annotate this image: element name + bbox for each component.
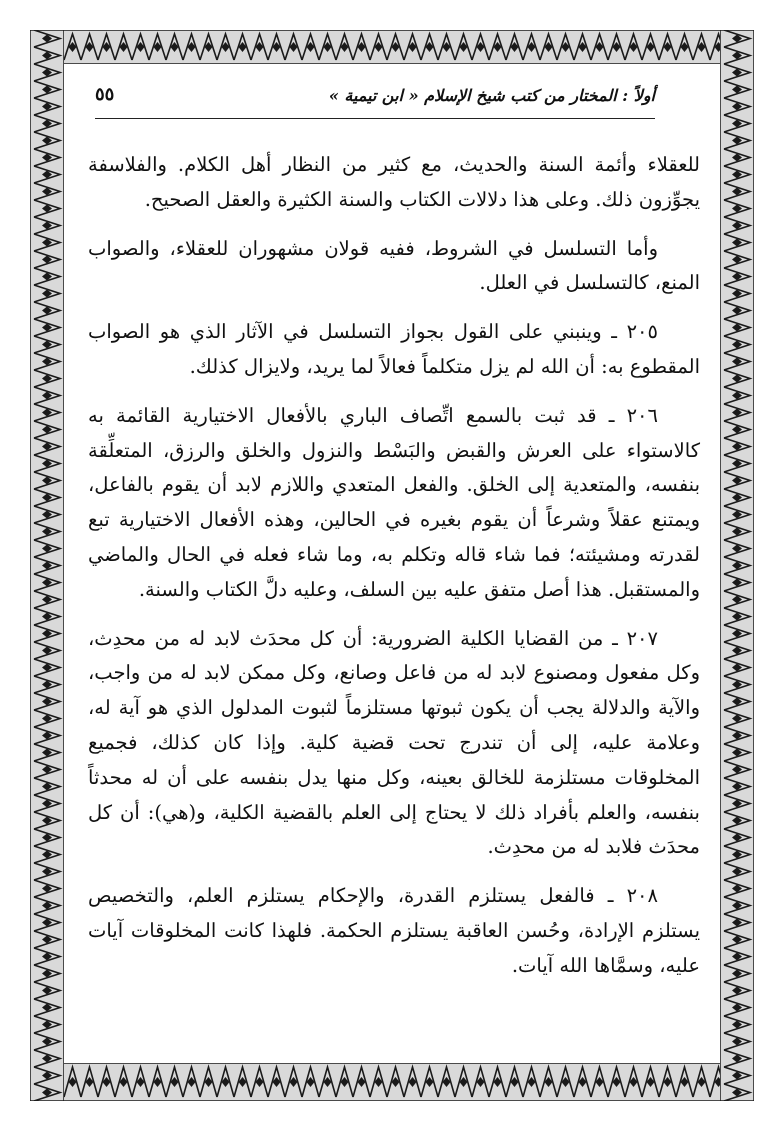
paragraph-206: ٢٠٦ ـ قد ثبت بالسمع اتِّصاف الباري بالأفعال الاختيارية القائمة به كالاستواء على العرش والقبض والبَسْط والنزول والخلق والرزق، المتعلِّقة بنفسه، والمتعدية إلى الخلق. والفعل المتعدي واللازم لابد أن يقوم بالفاعل، ويمتنع عقلاً وشرعاً أن يقوم بغيره في الحالين، وهذه الأفعال الاختيارية تبع لقدرته ومشيئته؛ فما شاء قاله وتكلم به، وما شاء فعله في الحال والماضي والمستقبل. هذا أصل متفق عليه بين السلف، وعليه دلَّ الكتاب والسنة.: [88, 403, 700, 601]
paragraph-207: ٢٠٧ ـ من القضايا الكلية الضرورية: أن كل محدَث لابد له من محدِث، وكل مفعول ومصنوع لابد له من فاعل وصانع، وكل ممكن لابد له من واجب، والآية والدلالة يجب أن يكون ثبوتها مستلزماً لثبوت المدلول الذي هو آية له، وعلامة عليه، إلى أن تندرج تحت قضية كلية. وإذا كان كذلك، فجميع المخلوقات مستلزمة للخالق بعينه، وكل منها يدل بنفسه على أن له محدثاً بنفسه، والعلم بأفراد ذلك لا يحتاج إلى العلم بالقضية الكلية، و(هي): أن كل محدَث فلابد له من محدِث.: [88, 626, 700, 859]
border-bottom-ornament: [30, 1063, 754, 1101]
paragraph-tasalsul-shurut: وأما التسلسل في الشروط، ففيه قولان مشهوران للعقلاء، والصواب المنع، كالتسلسل في العلل.: [88, 236, 700, 295]
border-right-ornament: [720, 30, 754, 1101]
border-right: [720, 30, 754, 1101]
border-top: [30, 30, 754, 64]
page-header: [95, 84, 655, 114]
running-title: أولاً : المختار من كتب شيخ الإسلام « ابن تيمية »: [328, 86, 655, 105]
paragraph-208: ٢٠٨ ـ فالفعل يستلزم القدرة، والإحكام يستلزم العلم، والتخصيص يستلزم الإرادة، وحُسن العاقبة يستلزم الحكمة. فلهذا كانت المخلوقات آيات عليه، وسمَّاها الله آيات.: [88, 884, 700, 977]
paragraph-continuation: للعقلاء وأئمة السنة والحديث، مع كثير من النظار أهل الكلام. والفلاسفة يجوِّزون ذلك. وعلى هذا دلالات الكتاب والسنة الكثيرة والعقل الصحيح.: [88, 153, 700, 211]
page-number: ٥٥: [95, 84, 115, 105]
border-left: [30, 30, 64, 1101]
border-top-ornament: [30, 30, 754, 64]
border-left-ornament: [30, 30, 64, 1101]
paragraph-205: ٢٠٥ ـ وينبني على القول بجواز التسلسل في الآثار الذي هو الصواب المقطوع به: أن الله لم يزل متكلماً فعالاً لما يريد، ولايزال كذلك.: [88, 320, 700, 378]
border-bottom: [30, 1063, 754, 1101]
body-text: [88, 148, 700, 998]
header-rule: [95, 118, 655, 119]
